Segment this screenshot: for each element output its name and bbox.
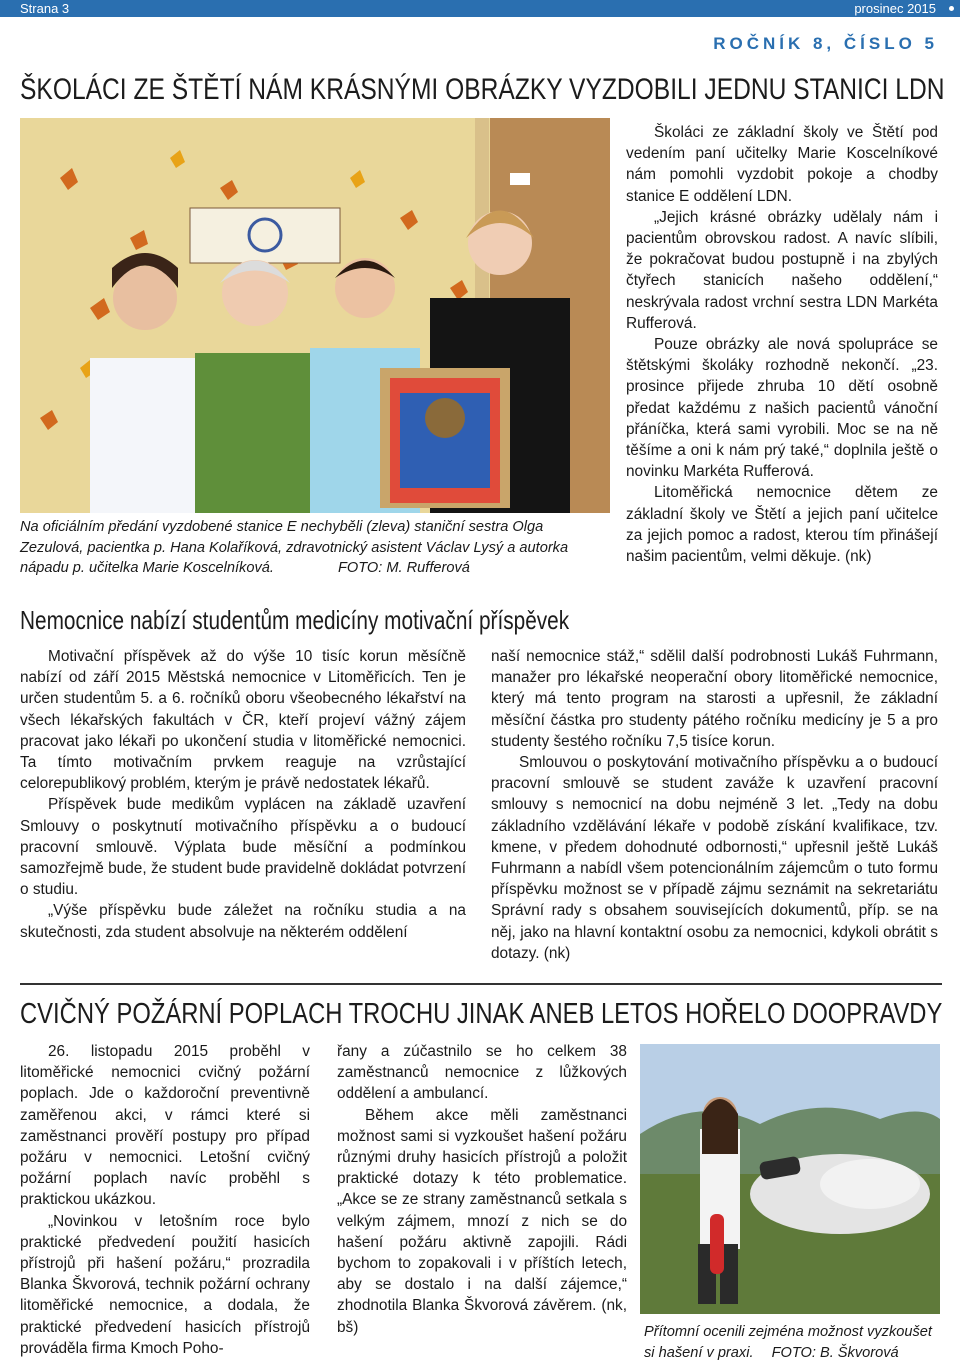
article3-column-1 — [20, 1041, 310, 1359]
article3-paragraph: 26. listopadu 2015 proběhl v litoměřické nemocnici cvičný požární poplach. Jde o každoroční preventivně zaměřenou akci, v rámci které si zaměstnanci prověří postupy pro případ požáru v nemocnici. Letošní cvičný požární poplach navíc proběhl s praktickou ukázkou. — [20, 1043, 310, 1209]
issue-label: ROČNÍK 8, ČÍSLO 5 — [713, 34, 938, 53]
page-number: Strana 3 — [20, 1, 70, 16]
article2-paragraph: Motivační příspěvek až do výše 10 tisíc korun měsíčně nabízí od září 2015 Městská nemocnice v Litoměřicích. Ten je určen studentům 5. a 6. ročníků oboru všeobecného lékařství na všech lékařských fakultách v ČR, kteří projeví vážný zájem pracovat jako lékaři po ukončení studia v litoměřické nemocnici. Ta tímto motivačním prvkem reaguje na vzrůstající celorepublikový problém, kterým je právě nedostatek lékařů. — [20, 648, 466, 793]
issue-date: prosinec 2015 — [854, 1, 936, 16]
article1-paragraph: „Jejich krásné obrázky udělaly nám i pacientům obrovskou radost. A navíc slíbili, že pokračovat budou postupně i na zbylých čtyřech stanicích našeho oddělení,“ neskrývala radost vrchní sestra LDN Markéta Rufferová. — [626, 208, 938, 332]
article2-paragraph: naší nemocnice stáž,“ sdělil další podrobnosti Lukáš Fuhrmann, manažer pro lékařské neoperační obory litoměřické nemocnice, který má tento program na starosti a upřesnil, že základní měsíční částka pro studenty pátého ročníku medicíny je 5 a pro studenty šestého ročníku 7,5 tisíce korun. — [491, 648, 938, 750]
article1-paragraph: Litoměřická nemocnice dětem ze základní školy ve Štětí a jejich paní učitelce za jejich pomoc a radost, kterou tím přinášejí našim pacientům, velmi děkuje. (nk) — [626, 484, 938, 566]
article1-paragraph: Školáci ze základní školy ve Štětí pod vedením paní učitelky Marie Koscelníkové nám pomohli vyzdobit pokoje a chodby stanice E oddělení LDN. — [626, 124, 938, 205]
article1-caption-text: Na oficiálním předání vyzdobené stanice E nechyběli (zleva) staniční sestra Olga Zezulová, pacientka p. Hana Kolaříková, zdravotnický asistent Václav Lysý a autorka nápadu p. učitelka Marie Koscelníková. — [20, 519, 569, 576]
article2-paragraph: Smlouvou o poskytování motivačního příspěvku a o budoucí pracovní smlouvě se student zaváže k uzavření pracovní smlouvy s nemocnicí na dobu nejméně 3 let. „Tedy na dobu základního vzdělávání lékaře v podobě získání kvalifikace, tzv. kmene, v předem dohodnuté odbornosti,“ upřesnil ještě Lukáš Fuhrmann a nabídl všem potencionálním zájemcům o tuto formu příspěvku možnost se v případě zájmu seznámit na sekretariátu Správní rady s obsahem souvisejících dokumentů, příp. se na něj, jako na hlavní kontaktní osobu za nemocnici, kdykoli obrátit s dotazy. (nk) — [491, 754, 938, 962]
article1-caption — [20, 517, 610, 579]
header-bar — [0, 0, 960, 17]
article3-paragraph: „Novinkou v letošním roce bylo praktické předvedení použití hasicích přístrojů při hašení požáru,“ prozradila Blanka Škvorová, technik požární ochrany litoměřické nemocnice, a dodala, že praktické předvedení hasicích přístrojů prováděla firma Kmoch Poho- — [20, 1212, 310, 1357]
article2-paragraph: „Výše příspěvku bude záležet na ročníku studia a na skutečnosti, zda student absolvuje na některém oddělení — [20, 902, 466, 941]
header-dot — [949, 6, 954, 11]
article1-photo — [20, 118, 610, 513]
article2-title: Nemocnice nabízí studentům medicíny motivační příspěvek — [20, 605, 570, 635]
article2-paragraph: Příspěvek bude medikům vyplácen na základě uzavření Smlouvy o poskytnutí motivačního příspěvku a o budoucí pracovní smlouvě. Výplata bude měsíční a podmínkou samozřejmě bude, že student bude pravidelně dokládat potvrzení o studiu. — [20, 796, 466, 899]
article1-title: ŠKOLÁCI ZE ŠTĚTÍ NÁM KRÁSNÝMI OBRÁZKY VYZDOBILI JEDNU STANICI LDN — [20, 73, 945, 106]
section-divider — [20, 983, 942, 985]
article3-paragraph: řany a zúčastnilo se ho celkem 38 zaměstnanců nemocnice z lůžkových oddělení a ambulancí. — [337, 1043, 627, 1103]
article3-caption-credit: FOTO: B. Škvorová — [771, 1344, 899, 1361]
article1-caption-credit: FOTO: M. Rufferová — [337, 560, 470, 576]
article2-left-column — [20, 646, 466, 943]
article3-caption-text: Přítomní ocenili zejména možnost vyzkoušet si hašení v praxi. — [644, 1324, 932, 1361]
article1-paragraph: Pouze obrázky ale nová spolupráce se štětskými školáky rozhodně nekončí. „23. prosince přijede zhruba 10 dětí osobně předat každému z našich pacientů vánoční přáníčka, která sami vyrobili. Moc se na ně těšíme a oni k nám prý také,“ doplnila ještě o novinku Markéta Rufferová. — [626, 336, 938, 481]
article3-paragraph: Během akce měli zaměstnanci možnost sami si vyzkoušet hašení požáru různými druhy hasicích přístrojů a položit praktické dotazy k této problematice. „Akce se ze strany zaměstnanců setkala s velkým zájmem, mnozí z nich se do hašení požáru aktivně zapojili. Rádi bychom to zopakovali i v příštích letech, aby se dostalo i na další zájemce,“ zhodnotila Blanka Škvorová závěrem. (nk, bš) — [337, 1106, 627, 1336]
article3-column-2 — [337, 1041, 627, 1338]
article2-right-column — [491, 646, 938, 964]
article3-caption — [644, 1322, 940, 1363]
article3-photo — [640, 1044, 940, 1314]
article3-title: CVIČNÝ POŽÁRNÍ POPLACH TROCHU JINAK ANEB LETOS HOŘELO DOOPRAVDY — [20, 998, 943, 1030]
article1-text — [626, 122, 938, 567]
